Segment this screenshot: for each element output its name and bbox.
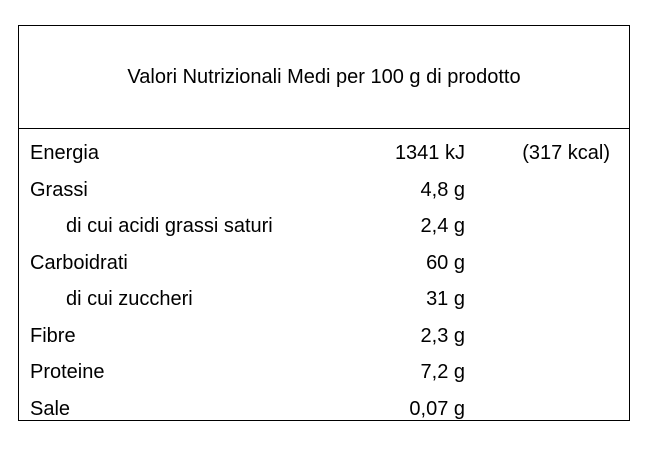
row-label: Proteine xyxy=(30,361,105,383)
row-value: 2,3 g xyxy=(420,324,465,347)
row-fibre xyxy=(19,320,629,357)
row-label: Fibre xyxy=(30,324,76,347)
row-value: 2,4 g xyxy=(420,215,465,237)
row-value: 60 g xyxy=(426,251,465,274)
row-grassi xyxy=(19,174,629,211)
row-value: 31 g xyxy=(426,288,465,310)
nutrition-rows xyxy=(19,137,629,429)
row-zuccheri xyxy=(19,283,629,320)
row-acidi-grassi-saturi xyxy=(19,210,629,247)
row-sale xyxy=(19,393,629,430)
row-extra-value: (317 kcal) xyxy=(522,142,610,164)
row-value: 7,2 g xyxy=(420,361,465,383)
row-proteine xyxy=(19,356,629,393)
nutrition-label xyxy=(18,25,630,421)
row-label: Sale xyxy=(30,397,71,420)
nutrition-header xyxy=(19,26,629,129)
row-label: di cui zuccheri xyxy=(66,288,193,310)
row-carboidrati xyxy=(19,247,629,284)
row-value: 4,8 g xyxy=(420,178,465,201)
nutrition-title: Valori Nutrizionali Medi per 100 g di prodotto xyxy=(127,65,521,88)
row-label: Grassi xyxy=(30,178,88,201)
row-energia xyxy=(19,137,629,174)
row-label: Carboidrati xyxy=(30,251,128,274)
row-label: di cui acidi grassi saturi xyxy=(66,215,273,237)
row-value: 1341 kJ xyxy=(394,142,465,164)
row-label: Energia xyxy=(30,142,99,164)
row-value: 0,07 g xyxy=(409,397,465,420)
